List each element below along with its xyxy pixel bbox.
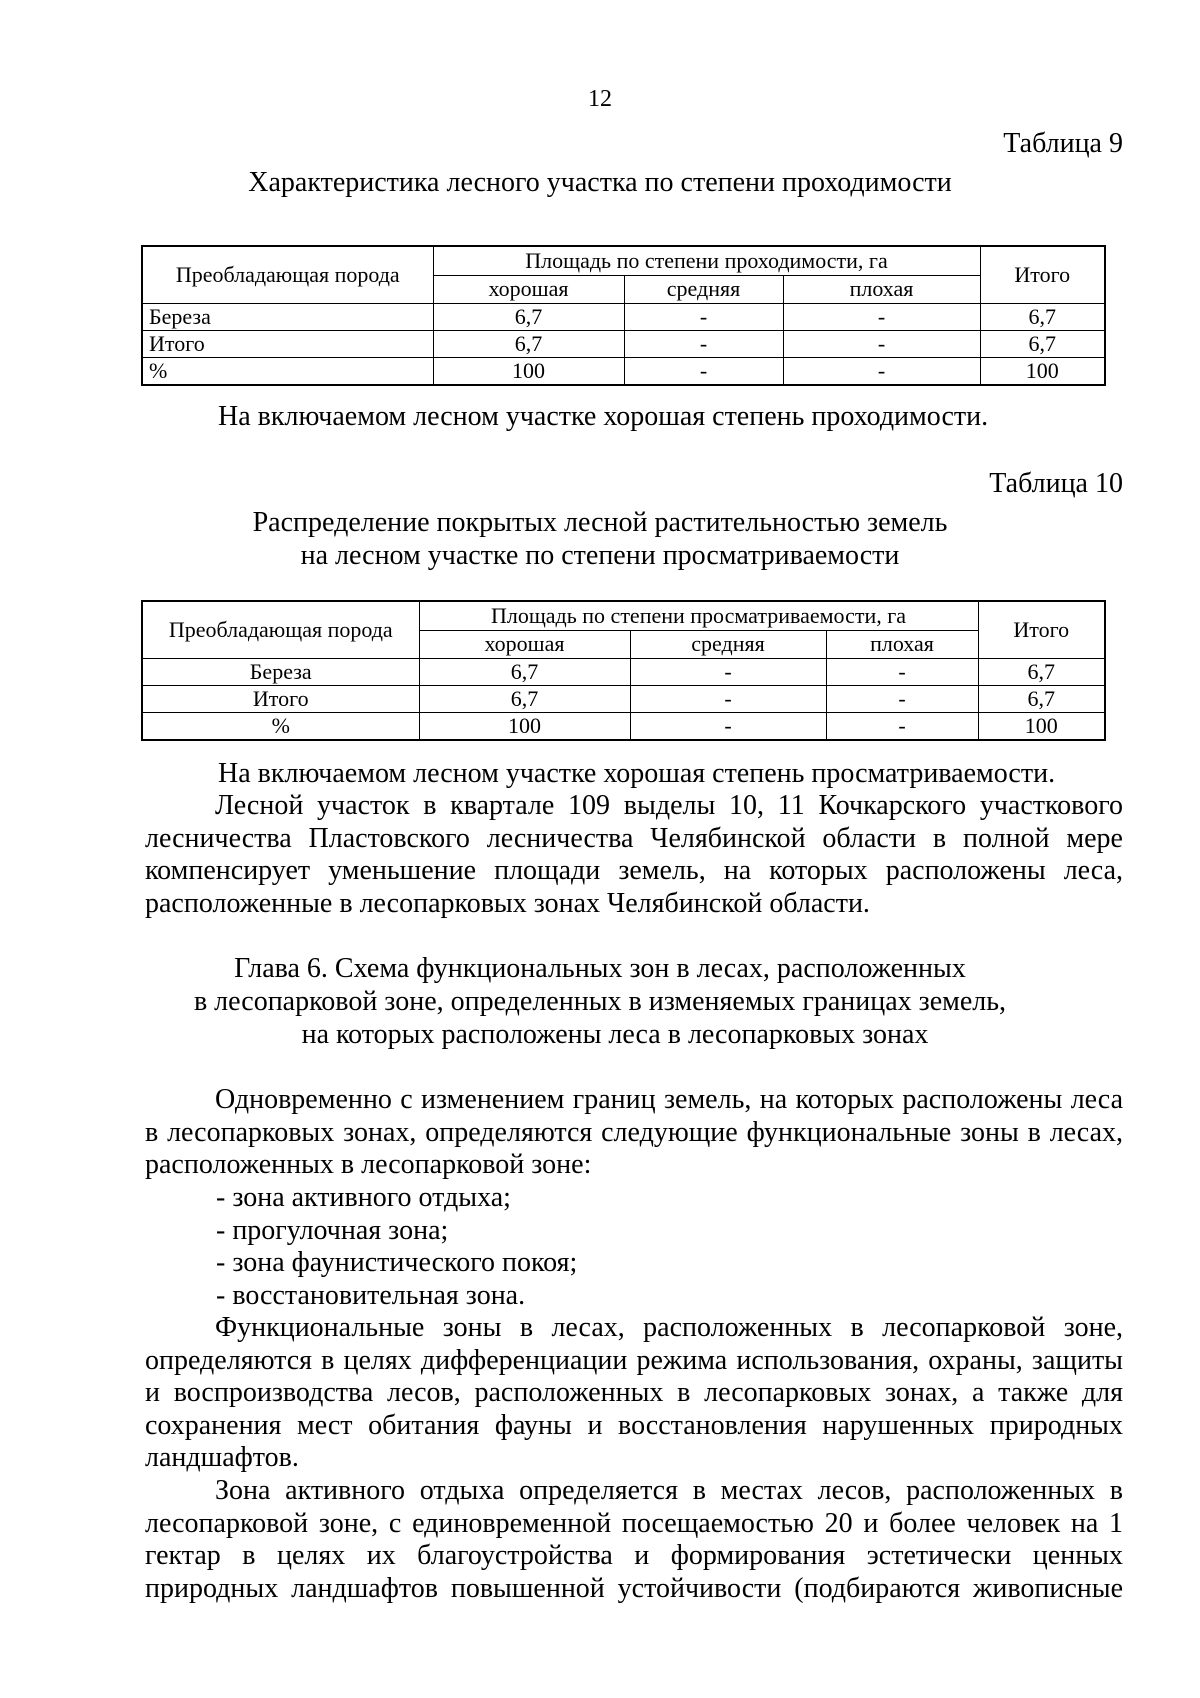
table9-cell-poor: -	[783, 331, 980, 358]
chapter-heading-line2: в лесопарковой зоне, определенных в изменяемых границах земель,	[193, 986, 1007, 1017]
table9-header-total: Итого	[980, 246, 1105, 304]
table10-row-name: Итого	[142, 686, 419, 713]
table10-label: Таблица 10	[989, 468, 1123, 499]
table-row	[142, 304, 1105, 331]
table9-row-name: Итого	[142, 331, 433, 358]
table9-cell-total: 6,7	[980, 331, 1105, 358]
table9-cell-poor: -	[783, 358, 980, 386]
table9-sub-medium: средняя	[624, 275, 783, 304]
list-item: - прогулочная зона;	[216, 1214, 449, 1246]
table10	[141, 600, 1106, 741]
table9-cell-good: 100	[433, 358, 624, 386]
table10-cell-good: 6,7	[419, 659, 630, 686]
table9-label: Таблица 9	[1003, 128, 1123, 159]
table10-sub-poor: плохая	[826, 630, 978, 659]
zones-purpose-text: Функциональные зоны в лесах, расположенных в лесопарковой зоне, определяются в целях дифференциации режима использования, охраны, защиты и воспроизводства лесов, расположенных в лесопарковых зонах, а также для сохранения мест обитания фауны и восстановления нарушенных природных ландшафтов.	[145, 1312, 1123, 1473]
table10-cell-medium: -	[630, 659, 826, 686]
table9-note: На включаемом лесном участке хорошая степень проходимости.	[218, 401, 989, 432]
table10-cell-total: 100	[978, 713, 1105, 741]
table10-cell-total: 6,7	[978, 686, 1105, 713]
table10-cell-medium: -	[630, 713, 826, 741]
table10-cell-total: 6,7	[978, 659, 1105, 686]
table10-title-line1: Распределение покрытых лесной растительностью земель	[252, 507, 948, 538]
table9-sub-poor: плохая	[783, 275, 980, 304]
table9-cell-total: 100	[980, 358, 1105, 386]
chapter-heading-line1: Глава 6. Схема функциональных зон в лесах, расположенных	[234, 953, 966, 984]
list-item: - восстановительная зона.	[216, 1279, 526, 1311]
table10-sub-good: хорошая	[419, 630, 630, 659]
table-row	[142, 713, 1105, 741]
table9-cell-medium: -	[624, 358, 783, 386]
chapter-heading-line3: на которых расположены леса в лесопарковых зонах	[301, 1019, 929, 1050]
compensation-paragraph-text: Лесной участок в квартале 109 выделы 10, 11 Кочкарского участкового лесничества Пластовского лесничества Челябинской области в полной мере компенсирует уменьшение площади земель, на которых расположены леса, расположенные в лесопарковых зонах Челябинской области.	[145, 790, 1123, 919]
table9-title: Характеристика лесного участка по степени проходимости	[248, 167, 952, 198]
table10-header-total: Итого	[978, 601, 1105, 659]
table10-cell-poor: -	[826, 659, 978, 686]
active-zone-text: Зона активного отдыха определяется в местах лесов, расположенных в лесопарковой зоне, с единовременной посещаемостью 20 и более человек на 1 гектар в целях их благоустройства и формирования эстетически ценных природных ландшафтов повышенной устойчивости (подбираются живописные	[145, 1475, 1123, 1604]
table10-cell-poor: -	[826, 713, 978, 741]
table10-note: На включаемом лесном участке хорошая степень просматриваемости.	[218, 758, 1056, 789]
table-row	[142, 659, 1105, 686]
table10-cell-good: 100	[419, 713, 630, 741]
table9-header-species: Преобладающая порода	[142, 246, 433, 304]
list-item: - зона активного отдыха;	[216, 1182, 511, 1213]
zones-intro-text: Одновременно с изменением границ земель, на которых расположены леса в лесопарковых зонах, определяются следующие функциональные зоны в лесах, расположенных в лесопарковой зоне:	[145, 1084, 1123, 1180]
compensation-paragraph	[145, 790, 1123, 920]
table10-cell-poor: -	[826, 686, 978, 713]
table10-header-area: Площадь по степени просматриваемости, га	[419, 601, 978, 630]
page-number: 12	[588, 86, 612, 112]
table10-header-species: Преобладающая порода	[142, 601, 419, 659]
table9-header-area: Площадь по степени проходимости, га	[433, 246, 980, 275]
table-row	[142, 358, 1105, 386]
table10-cell-good: 6,7	[419, 686, 630, 713]
table10-cell-medium: -	[630, 686, 826, 713]
list-item: - зона фаунистического покоя;	[216, 1247, 578, 1278]
table9-row-name: Береза	[142, 304, 433, 331]
table10-row-name: %	[142, 713, 419, 741]
table9-cell-good: 6,7	[433, 331, 624, 358]
table-row	[142, 331, 1105, 358]
table-row	[142, 686, 1105, 713]
active-zone-paragraph	[145, 1475, 1123, 1605]
table9-cell-good: 6,7	[433, 304, 624, 331]
table9-sub-good: хорошая	[433, 275, 624, 304]
table9-cell-total: 6,7	[980, 304, 1105, 331]
zones-purpose	[145, 1312, 1123, 1475]
table9-row-name: %	[142, 358, 433, 386]
zones-intro	[145, 1084, 1123, 1182]
table10-row-name: Береза	[142, 659, 419, 686]
table10-sub-medium: средняя	[630, 630, 826, 659]
table9	[141, 245, 1106, 386]
table9-cell-poor: -	[783, 304, 980, 331]
zones-list	[216, 1182, 577, 1312]
table10-title-line2: на лесном участке по степени просматриваемости	[300, 540, 900, 571]
table9-cell-medium: -	[624, 304, 783, 331]
table9-cell-medium: -	[624, 331, 783, 358]
